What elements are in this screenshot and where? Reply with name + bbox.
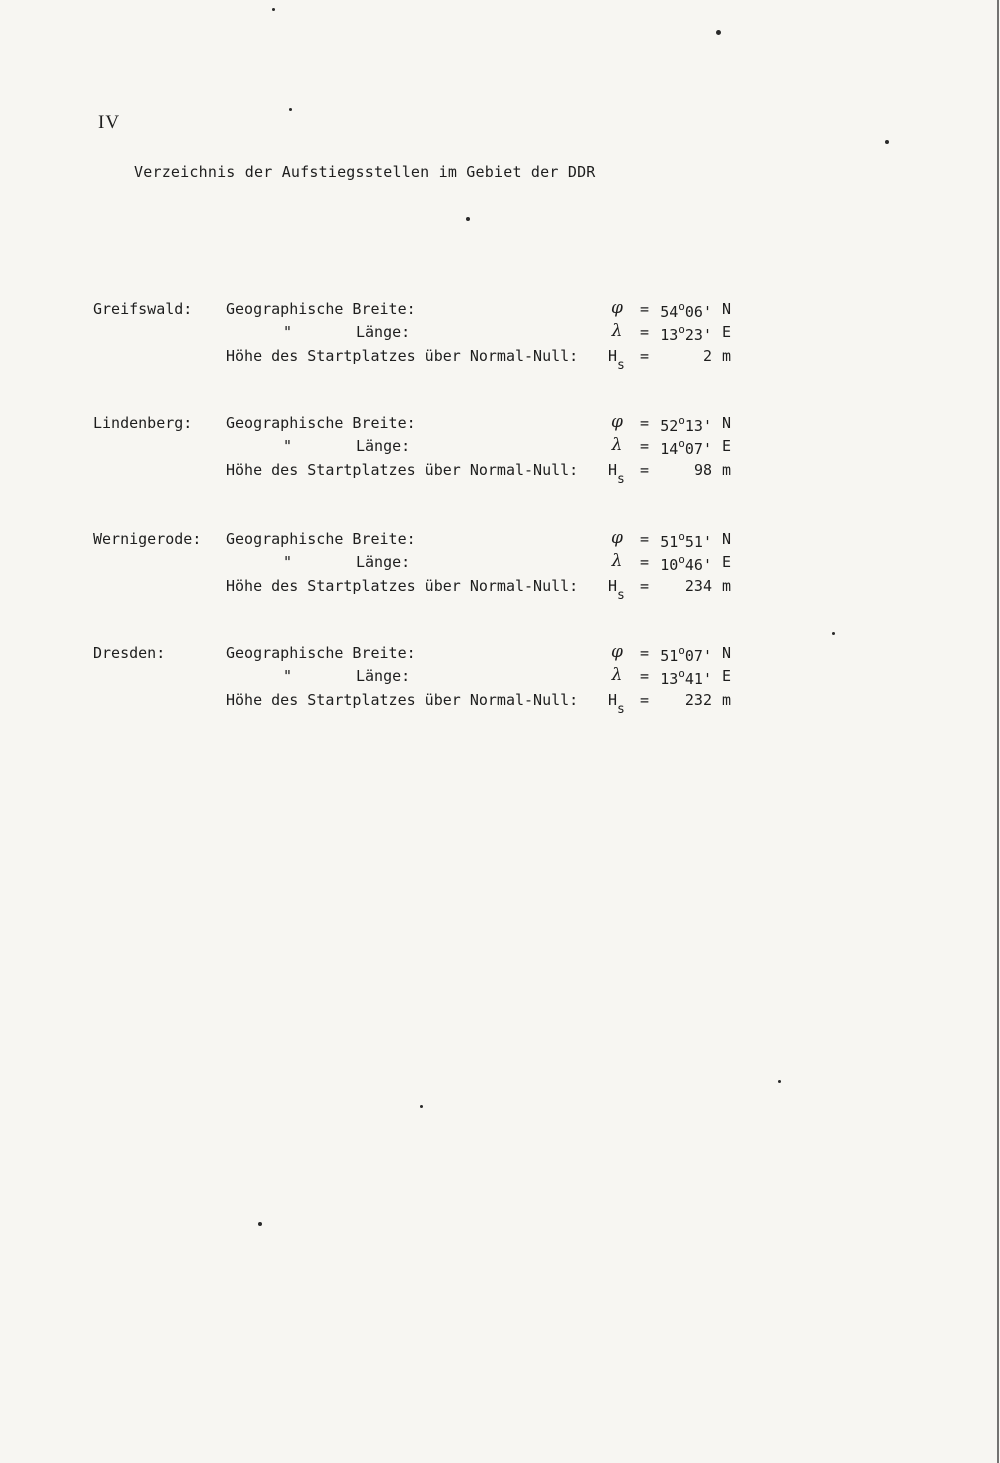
scan-speck (272, 8, 275, 11)
equals-sign: = (640, 323, 650, 341)
ditto-mark: " (283, 323, 293, 341)
equals-sign: = (640, 437, 650, 455)
latitude-label: Geographische Breite: (226, 530, 416, 548)
scan-speck (885, 140, 889, 144)
longitude-label: Länge: (356, 437, 411, 455)
equals-sign: = (640, 691, 650, 709)
equals-sign: = (640, 414, 650, 432)
latitude-value: 54$^o$06' (660, 300, 712, 321)
height-symbol: $H_s$ (608, 577, 625, 603)
station-name: Lindenberg: (93, 414, 193, 432)
latitude-value: 52$^o$13' (660, 414, 712, 435)
height-row (0, 691, 1000, 717)
height-unit: m (722, 347, 732, 365)
latitude-label: Geographische Breite: (226, 414, 416, 432)
longitude-label: Länge: (356, 553, 411, 571)
height-value: 232 (684, 691, 712, 709)
height-symbol: $H_s$ (608, 691, 625, 717)
scan-speck (258, 1222, 262, 1226)
page-edge-shadow (997, 0, 999, 1463)
scan-speck (289, 108, 292, 111)
station-name: Wernigerode: (93, 530, 202, 548)
station-block (0, 644, 1000, 724)
equals-sign: = (640, 300, 650, 318)
latitude-direction: N (722, 414, 732, 432)
lambda-symbol: λ (611, 321, 623, 341)
longitude-direction: E (722, 437, 732, 455)
height-value: 2 (702, 347, 712, 365)
latitude-row (0, 414, 1000, 436)
page-number: IV (98, 112, 121, 133)
scan-speck (716, 30, 721, 35)
longitude-value: 10$^o$46' (660, 553, 712, 574)
longitude-row (0, 437, 1000, 459)
longitude-label: Länge: (356, 667, 411, 685)
equals-sign: = (640, 461, 650, 479)
latitude-label: Geographische Breite: (226, 644, 416, 662)
equals-sign: = (640, 347, 650, 365)
equals-sign: = (640, 553, 650, 571)
ditto-mark: " (283, 553, 293, 571)
height-row (0, 461, 1000, 487)
equals-sign: = (640, 667, 650, 685)
ditto-mark: " (283, 437, 293, 455)
station-block (0, 530, 1000, 610)
height-row (0, 347, 1000, 373)
equals-sign: = (640, 577, 650, 595)
lambda-symbol: λ (611, 435, 623, 455)
latitude-value: 51$^o$51' (660, 530, 712, 551)
latitude-direction: N (722, 300, 732, 318)
station-name: Greifswald: (93, 300, 193, 318)
phi-symbol: φ (611, 298, 623, 318)
phi-symbol: φ (611, 642, 623, 662)
longitude-value: 14$^o$07' (660, 437, 712, 458)
longitude-direction: E (722, 667, 732, 685)
latitude-label: Geographische Breite: (226, 300, 416, 318)
longitude-direction: E (722, 323, 732, 341)
equals-sign: = (640, 530, 650, 548)
phi-symbol: φ (611, 412, 623, 432)
latitude-row (0, 300, 1000, 322)
longitude-value: 13$^o$41' (660, 667, 712, 688)
height-value: 234 (684, 577, 712, 595)
height-symbol: $H_s$ (608, 347, 625, 373)
latitude-direction: N (722, 644, 732, 662)
ditto-mark: " (283, 667, 293, 685)
lambda-symbol: λ (611, 551, 623, 571)
height-unit: m (722, 691, 732, 709)
longitude-value: 13$^o$23' (660, 323, 712, 344)
latitude-row (0, 530, 1000, 552)
station-block (0, 300, 1000, 380)
lambda-symbol: λ (611, 665, 623, 685)
latitude-direction: N (722, 530, 732, 548)
latitude-value: 51$^o$07' (660, 644, 712, 665)
page-title: Verzeichnis der Aufstiegsstellen im Gebiet der DDR (134, 163, 596, 181)
scan-speck (466, 217, 470, 221)
height-symbol: $H_s$ (608, 461, 625, 487)
station-block (0, 414, 1000, 494)
height-label: Höhe des Startplatzes über Normal-Null: (226, 461, 579, 479)
equals-sign: = (640, 644, 650, 662)
longitude-direction: E (722, 553, 732, 571)
longitude-label: Länge: (356, 323, 411, 341)
height-unit: m (722, 461, 732, 479)
height-label: Höhe des Startplatzes über Normal-Null: (226, 691, 579, 709)
latitude-row (0, 644, 1000, 666)
height-row (0, 577, 1000, 603)
height-label: Höhe des Startplatzes über Normal-Null: (226, 347, 579, 365)
phi-symbol: φ (611, 528, 623, 548)
scan-speck (778, 1080, 781, 1083)
height-unit: m (722, 577, 732, 595)
height-label: Höhe des Startplatzes über Normal-Null: (226, 577, 579, 595)
station-name: Dresden: (93, 644, 166, 662)
longitude-row (0, 667, 1000, 689)
height-value: 98 (693, 461, 712, 479)
longitude-row (0, 323, 1000, 345)
scan-speck (420, 1105, 423, 1108)
scan-speck (832, 632, 835, 635)
longitude-row (0, 553, 1000, 575)
